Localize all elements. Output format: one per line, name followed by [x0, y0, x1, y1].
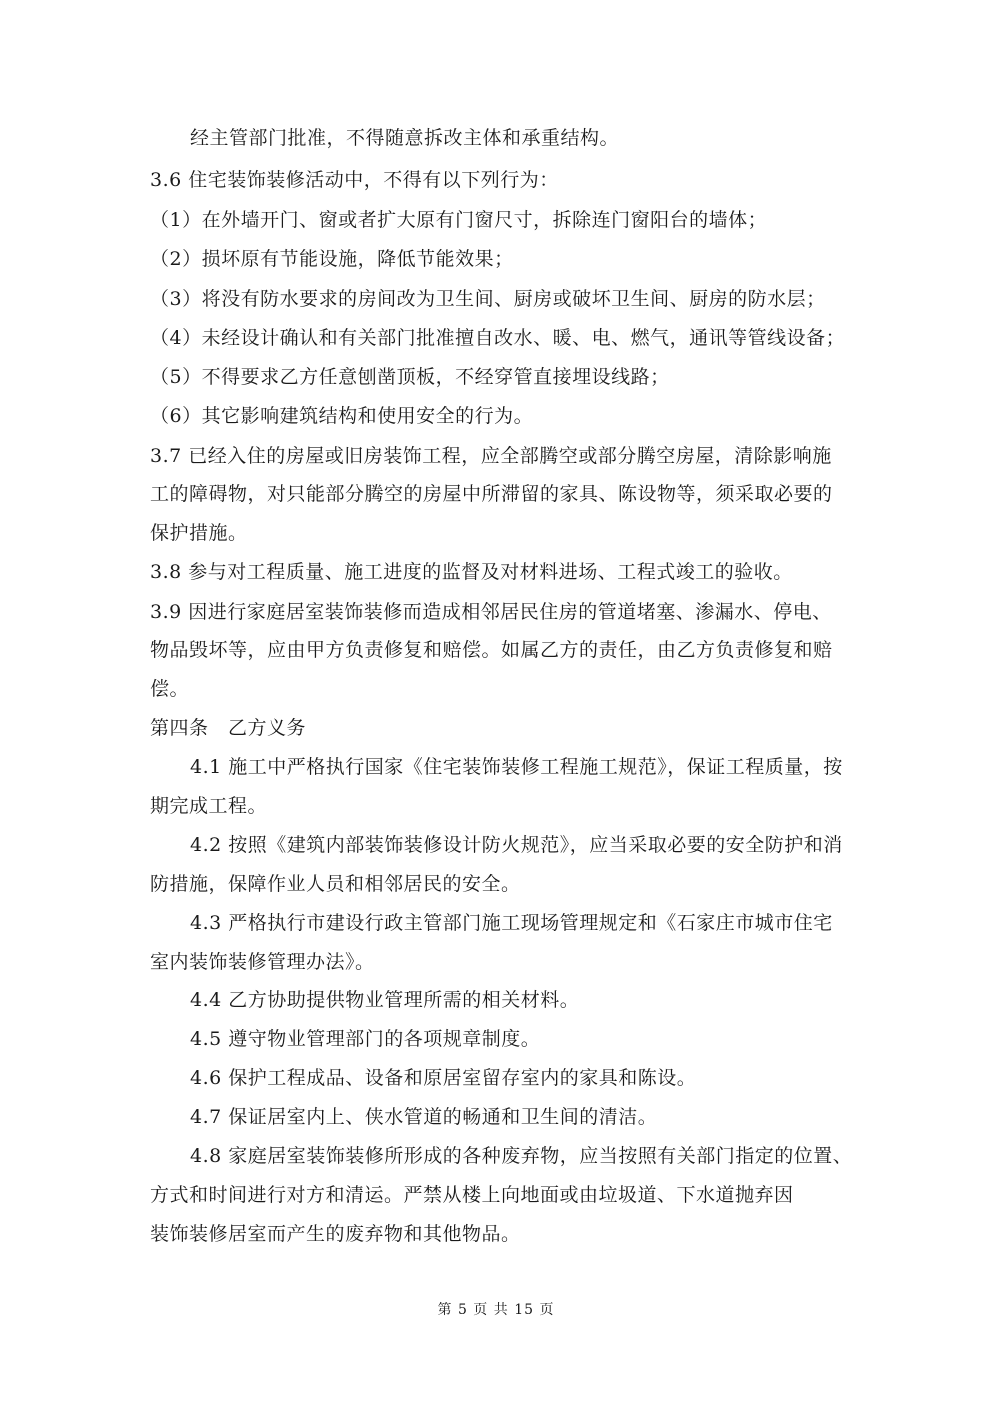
text-line: 4.6 保护工程成品、设备和原居室留存室内的家具和陈设。 — [190, 1067, 697, 1089]
text-line: 室内装饰装修管理办法》。 — [150, 951, 375, 973]
text-line: 装饰装修居室而产生的废弃物和其他物品。 — [150, 1223, 521, 1245]
section-heading: 第四条 乙方义务 — [150, 717, 307, 739]
text-line: 4.8 家庭居室装饰装修所形成的各种废弃物，应当按照有关部门指定的位置、 — [190, 1145, 853, 1167]
page-footer: 第 5 页 共 15 页 — [437, 1302, 555, 1318]
text-line: （4）未经设计确认和有关部门批准擅自改水、暖、电、燃气，通讯等管线设备； — [150, 327, 846, 349]
text-line: （1）在外墙开门、窗或者扩大原有门窗尺寸，拆除连门窗阳台的墙体； — [150, 209, 768, 231]
text-line: 4.7 保证居室内上、侠水管道的畅通和卫生间的清洁。 — [190, 1106, 658, 1128]
text-line: 3.8 参与对工程质量、施工进度的监督及对材料进场、工程式竣工的验收。 — [150, 561, 793, 583]
text-line: 3.6 住宅装饰装修活动中，不得有以下列行为： — [150, 169, 559, 191]
text-line: （3）将没有防水要求的房间改为卫生间、厨房或破坏卫生间、厨房的防水层； — [150, 288, 826, 310]
text-line: （2）损坏原有节能设施，降低节能效果； — [150, 248, 514, 270]
text-line: 3.9 因进行家庭居室装饰装修而造成相邻居民住房的管道堵塞、渗漏水、停电、 — [150, 601, 832, 623]
text-line: 4.1 施工中严格执行国家《住宅装饰装修工程施工规范》，保证工程质量，按 — [190, 756, 843, 778]
text-line: 防措施，保障作业人员和相邻居民的安全。 — [150, 873, 521, 895]
text-line: 经主管部门批准，不得随意拆改主体和承重结构。 — [190, 127, 620, 149]
text-line: 3.7 已经入住的房屋或旧房装饰工程，应全部腾空或部分腾空房屋，清除影响施 — [150, 445, 832, 467]
text-line: （5）不得要求乙方任意刨凿顶板，不经穿管直接埋设线路； — [150, 366, 670, 388]
text-line: 4.2 按照《建筑内部装饰装修设计防火规范》，应当采取必要的安全防护和消 — [190, 834, 843, 856]
text-line: 4.5 遵守物业管理部门的各项规章制度。 — [190, 1028, 541, 1050]
text-line: 工的障碍物，对只能部分腾空的房屋中所滞留的家具、陈设物等，须采取必要的 — [150, 483, 833, 505]
text-line: （6）其它影响建筑结构和使用安全的行为。 — [150, 405, 534, 427]
text-line: 期完成工程。 — [150, 795, 268, 817]
text-line: 4.3 严格执行市建设行政主管部门施工现场管理规定和《石家庄市城市住宅 — [190, 912, 833, 934]
text-line: 物品毁坏等，应由甲方负责修复和赔偿。如属乙方的责任，由乙方负责修复和赔 — [150, 639, 833, 661]
text-line: 偿。 — [150, 678, 190, 700]
text-line: 4.4 乙方协助提供物业管理所需的相关材料。 — [190, 989, 580, 1011]
text-line: 保护措施。 — [150, 522, 248, 544]
text-line: 方式和时间进行对方和清运。严禁从楼上向地面或由垃圾道、下水道抛弃因 — [150, 1184, 794, 1206]
